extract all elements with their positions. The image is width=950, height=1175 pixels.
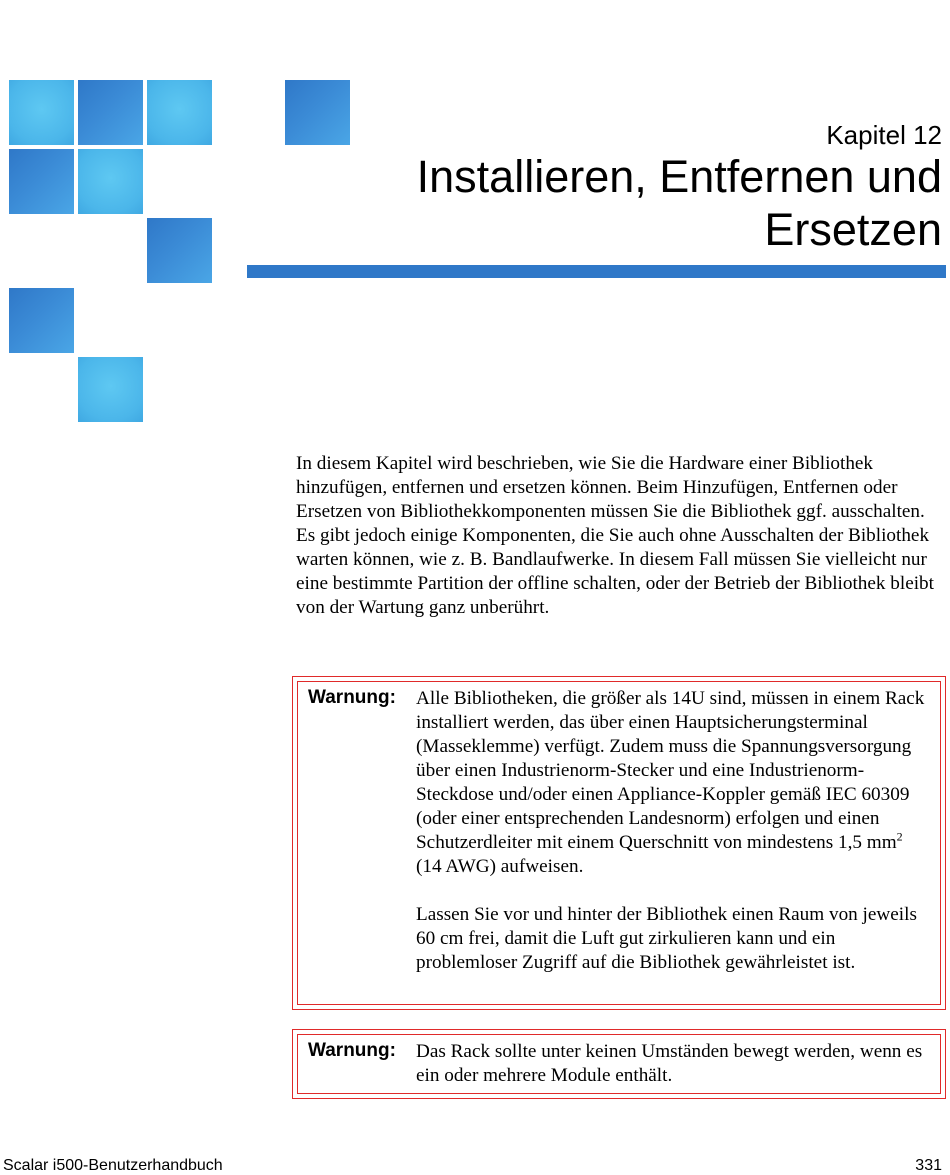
footer-page-number: 331: [915, 1157, 942, 1174]
decor-square: [9, 149, 74, 214]
footer-doc-title: Scalar i500-Benutzerhandbuch: [3, 1157, 223, 1174]
intro-paragraph: In diesem Kapitel wird beschrieben, wie Sie die Hardware einer Bibliothek hinzufügen, entfernen und ersetzen können. Beim Hinzufügen, Entfernen oder Ersetzen von Bibliothekkomponenten müssen Sie die Bibliothek ggf. ausschalten. Es gibt jedoch einige Komponenten, die Sie auch ohne Ausschalten der Bibliothek warten können, wie z. B. Bandlaufwerke. In diesem Fall müssen Sie vielleicht nur eine bestimmte Partition der offline schalten, oder der Betrieb der Bibliothek bleibt von der Wartung ganz unberührt.: [296, 453, 934, 618]
decor-square: [147, 218, 212, 283]
warning-text: [416, 687, 931, 975]
warning-label: Warnung:: [308, 1040, 396, 1061]
chapter-title: Installieren, Entfernen und Ersetzen: [416, 151, 942, 255]
warning-box-1: [292, 676, 946, 1010]
warning-text: [416, 1040, 931, 1088]
decor-square: [78, 357, 143, 422]
decor-square: [78, 149, 143, 214]
chapter-label: Kapitel 12: [826, 120, 942, 150]
warning-text-part: Alle Bibliotheken, die größer als 14U sind, müssen in einem Rack installiert werden, das über einen Hauptsicherungsterminal (Masseklemme) verfügt. Zudem muss die Spannungsversorgung über einen Industrienorm-Stecker und eine Industrienorm-Steckdose und/oder einen Appliance-Koppler gemäß IEC 60309 (oder einer entsprechenden Landesnorm) erfolgen und einen Schutzerdleiter mit einem Querschnitt von mindestens 1,5 mm: [416, 688, 925, 853]
warning-paragraph-1: Das Rack sollte unter keinen Umständen bewegt werden, wenn es ein oder mehrere Module enthält.: [416, 1041, 923, 1086]
warning-paragraph-1: [416, 687, 931, 879]
superscript: 2: [896, 829, 903, 844]
decor-square: [9, 80, 74, 145]
warning-paragraph-2: Lassen Sie vor und hinter der Bibliothek einen Raum von jeweils 60 cm frei, damit die Luft gut zirkulieren kann und ein problemloser Zugriff auf die Bibliothek gewährleistet ist.: [416, 904, 917, 973]
title-rule: [247, 265, 946, 278]
decor-square: [147, 80, 212, 145]
decor-square: [285, 80, 350, 145]
warning-box-2: [292, 1029, 946, 1099]
warning-text-part: (14 AWG) aufweisen.: [416, 856, 584, 877]
decor-square: [78, 80, 143, 145]
warning-label: Warnung:: [308, 687, 396, 708]
decor-square: [9, 288, 74, 353]
